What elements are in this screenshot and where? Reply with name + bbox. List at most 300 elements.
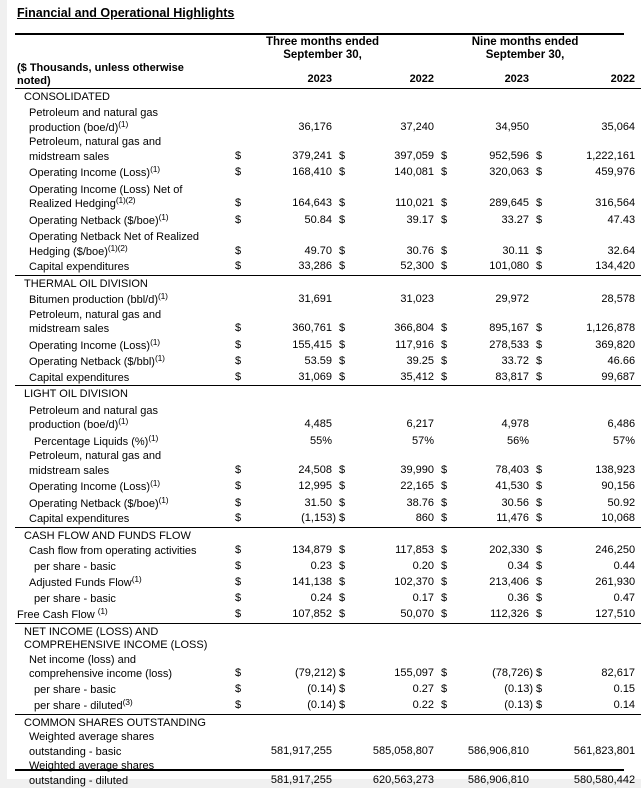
cell-value: 53.59	[304, 355, 332, 368]
table-row	[15, 164, 641, 181]
cell-value: 29,972	[495, 293, 530, 306]
cell-value: (78,726)	[492, 667, 534, 680]
cell-value: 0.17	[412, 591, 435, 604]
cell-value: 581,917,255	[270, 773, 332, 786]
cell-value: 31,023	[400, 293, 435, 306]
cell-value: 316,564	[595, 197, 636, 210]
row-label-line: Cash flow from operating activities	[29, 545, 197, 558]
currency-symbol: $	[235, 512, 242, 525]
section-header	[15, 623, 641, 653]
row-label-line: outstanding - diluted	[29, 774, 129, 787]
unit-note-line: noted)	[17, 74, 51, 87]
cell-value: 33,286	[298, 260, 332, 273]
spacer-cell	[438, 759, 460, 788]
spacer-cell	[533, 433, 555, 450]
spacer-cell	[336, 730, 358, 759]
currency-symbol: $	[536, 576, 543, 589]
row-label-line: Weighted average shares	[29, 760, 155, 773]
currency-symbol: $	[235, 576, 242, 589]
currency-symbol: $	[441, 355, 448, 368]
currency-symbol: $	[235, 213, 242, 226]
table-row	[15, 591, 641, 607]
currency-symbol: $	[536, 591, 543, 604]
spacer-cell	[336, 759, 358, 788]
cell-value: 379,241	[292, 149, 332, 162]
currency-symbol: $	[339, 667, 346, 680]
cell-value: 580,580,442	[573, 773, 636, 786]
table-section	[15, 88, 641, 275]
section-header	[15, 386, 641, 402]
row-label-line: Petroleum, natural gas and	[29, 136, 162, 149]
cell-value: 278,533	[489, 338, 530, 351]
cell-value: 6,217	[406, 418, 435, 431]
currency-symbol: $	[339, 480, 346, 493]
period-header-three-months	[227, 34, 438, 61]
row-label-line: Petroleum and natural gas	[29, 404, 159, 417]
cell-value: 90,156	[601, 480, 636, 493]
row-label	[15, 370, 227, 386]
footnote-superscript: (1)	[158, 291, 168, 302]
currency-symbol: $	[339, 213, 346, 226]
currency-symbol: $	[339, 338, 346, 351]
currency-symbol: $	[339, 197, 346, 210]
row-label	[15, 682, 227, 698]
footnote-superscript: (1)(2)	[115, 195, 136, 206]
spacer-cell	[533, 291, 555, 308]
cell-value: 37,240	[400, 120, 435, 133]
table-row	[15, 653, 641, 682]
footnote-superscript: (1)	[150, 164, 160, 175]
currency-symbol: $	[441, 370, 448, 383]
currency-symbol: $	[339, 322, 346, 335]
section-header-row	[15, 623, 641, 653]
cell-value: 0.15	[613, 682, 636, 695]
row-label	[15, 164, 227, 181]
currency-symbol: $	[441, 166, 448, 179]
currency-symbol: $	[339, 559, 346, 572]
spacer-cell	[336, 402, 358, 433]
cell-value: 860	[415, 512, 435, 525]
period-header-line: September 30,	[283, 48, 362, 61]
currency-symbol: $	[235, 699, 242, 712]
row-label-line: Bitumen production (bbl/d)	[29, 294, 159, 307]
section-header-line: LIGHT OIL DIVISION	[24, 388, 128, 401]
row-label	[15, 337, 227, 354]
spacer-cell	[227, 759, 243, 788]
currency-symbol: $	[536, 338, 543, 351]
cell-value: 117,853	[395, 544, 435, 557]
cell-value: 30.11	[502, 244, 530, 257]
spacer-cell	[533, 104, 555, 135]
row-label	[15, 478, 227, 495]
currency-symbol: $	[339, 544, 346, 557]
year-header-row	[15, 61, 641, 88]
cell-value: 117,916	[395, 338, 435, 351]
table-row	[15, 495, 641, 512]
page-title: Financial and Operational Highlights	[17, 6, 235, 20]
section-header-line: THERMAL OIL DIVISION	[24, 277, 148, 290]
section-header-line: COMMON SHARES OUTSTANDING	[24, 716, 206, 729]
footnote-superscript: (1)	[150, 478, 160, 489]
spacer-cell	[336, 433, 358, 450]
cell-value: 0.27	[412, 682, 435, 695]
cell-value: 39.17	[406, 213, 435, 226]
unit-note-line: ($ Thousands, unless otherwise	[17, 62, 184, 74]
cell-value: 585,058,807	[372, 744, 435, 757]
row-label	[15, 697, 227, 714]
currency-symbol: $	[536, 166, 543, 179]
table-row	[15, 559, 641, 575]
row-label	[15, 653, 227, 682]
table-row	[15, 259, 641, 275]
cell-value: 22,165	[400, 480, 435, 493]
row-label	[15, 291, 227, 308]
spacer-cell	[227, 402, 243, 433]
currency-symbol: $	[235, 260, 242, 273]
currency-symbol: $	[536, 699, 543, 712]
cell-value: 127,510	[595, 608, 636, 621]
currency-symbol: $	[536, 322, 543, 335]
row-label-line: midstream sales	[29, 323, 110, 336]
currency-symbol: $	[441, 480, 448, 493]
cell-value: 10,068	[601, 512, 636, 525]
spacer-cell	[227, 433, 243, 450]
spacer-cell	[533, 759, 555, 788]
spacer-cell	[227, 291, 243, 308]
table-row	[15, 574, 641, 591]
table-row	[15, 337, 641, 354]
section-header-line: CASH FLOW AND FUNDS FLOW	[24, 529, 191, 542]
currency-symbol: $	[441, 496, 448, 509]
row-label	[15, 730, 227, 759]
year-column-header: 2023	[227, 61, 336, 88]
cell-value: 35,412	[400, 370, 435, 383]
cell-value: 1,222,161	[586, 149, 636, 162]
spacer-cell	[227, 104, 243, 135]
year-column-header: 2022	[336, 61, 438, 88]
footnote-superscript: (3)	[122, 697, 133, 708]
currency-symbol: $	[235, 591, 242, 604]
document-area[interactable]	[7, 0, 641, 787]
cell-value: 261,930	[595, 576, 636, 589]
table-row	[15, 682, 641, 698]
table-row	[15, 104, 641, 135]
row-label	[15, 433, 227, 450]
cell-value: 112,326	[490, 608, 530, 621]
year-column-header: 2022	[533, 61, 641, 88]
cell-value: 49.70	[304, 244, 332, 257]
period-header-line: Nine months ended	[471, 36, 579, 48]
cell-value: 134,879	[292, 544, 332, 557]
cell-value: 30.76	[406, 244, 435, 257]
row-label	[15, 181, 227, 212]
cell-value: (1,153)	[301, 512, 336, 525]
row-label-line: Capital expenditures	[29, 371, 130, 384]
cell-value: (0.13)	[504, 699, 534, 712]
cell-value: 39.25	[406, 355, 435, 368]
cell-value: 0.23	[310, 559, 332, 572]
cell-value: 369,820	[595, 338, 636, 351]
cell-value: 581,917,255	[270, 744, 332, 757]
table-row	[15, 543, 641, 559]
table-row	[15, 353, 641, 370]
row-label-line: Capital expenditures	[29, 513, 130, 526]
row-label-line: Adjusted Funds Flow	[29, 577, 132, 590]
row-label	[15, 759, 227, 788]
cell-value: 0.44	[613, 559, 636, 572]
row-label-line: midstream sales	[29, 150, 110, 163]
footnote-superscript: (1)	[97, 606, 108, 617]
currency-symbol: $	[536, 480, 543, 493]
cell-value: 289,645	[489, 197, 530, 210]
cell-value: 56%	[507, 434, 530, 447]
spacer-cell	[336, 291, 358, 308]
cell-value: 4,978	[501, 418, 530, 431]
currency-symbol: $	[339, 355, 346, 368]
currency-symbol: $	[441, 213, 448, 226]
spacer-cell	[15, 34, 227, 61]
row-label	[15, 511, 227, 527]
row-label	[15, 495, 227, 512]
cell-value: 11,476	[496, 512, 530, 525]
row-label-line: per share - basic	[34, 560, 116, 573]
cell-value: 202,330	[489, 544, 530, 557]
section-header-line: CONSOLIDATED	[24, 90, 110, 103]
row-label-line: Realized Hedging	[29, 198, 116, 211]
financial-highlights-table	[15, 34, 641, 788]
period-header-nine-months	[438, 34, 641, 61]
row-label-line: outstanding - basic	[29, 745, 122, 758]
row-label-line: per share - diluted	[34, 700, 123, 713]
currency-symbol: $	[339, 149, 346, 162]
table-row	[15, 181, 641, 212]
cell-value: 1,126,878	[586, 322, 636, 335]
cell-value: 99,687	[601, 370, 636, 383]
row-label-line: Free Cash Flow	[17, 609, 98, 622]
cell-value: 31,069	[298, 370, 332, 383]
currency-symbol: $	[235, 370, 242, 383]
currency-symbol: $	[536, 355, 543, 368]
cell-value: 47.43	[607, 213, 636, 226]
row-label-line: Net income (loss) and	[29, 653, 136, 666]
row-label-line: per share - basic	[34, 683, 116, 696]
row-label	[15, 402, 227, 433]
currency-symbol: $	[441, 667, 448, 680]
cell-value: 0.22	[412, 699, 435, 712]
cell-value: 320,063	[489, 166, 530, 179]
footnote-superscript: (1)	[154, 353, 165, 364]
section-header	[15, 527, 641, 543]
table-row	[15, 697, 641, 714]
period-header-row	[15, 34, 641, 61]
currency-symbol: $	[441, 559, 448, 572]
section-header-line: NET INCOME (LOSS) AND	[24, 625, 159, 638]
section-header	[15, 275, 641, 291]
row-label-line: Capital expenditures	[29, 261, 130, 274]
currency-symbol: $	[339, 699, 346, 712]
cell-value: 4,485	[304, 418, 332, 431]
currency-symbol: $	[339, 370, 346, 383]
cell-value: 82,617	[601, 667, 636, 680]
spacer-cell	[438, 402, 460, 433]
currency-symbol: $	[441, 260, 448, 273]
spacer-cell	[533, 730, 555, 759]
currency-symbol: $	[235, 355, 242, 368]
spacer-cell	[438, 433, 460, 450]
section-header-row	[15, 275, 641, 291]
cell-value: 33.27	[501, 213, 530, 226]
row-label-line: Hedging ($/boe)	[29, 245, 108, 258]
row-label-line: Operating Netback ($/bbl)	[29, 356, 155, 369]
currency-symbol: $	[235, 149, 242, 162]
currency-symbol: $	[235, 463, 242, 476]
currency-symbol: $	[235, 197, 242, 210]
cell-value: 46.66	[607, 355, 636, 368]
cell-value: 0.47	[613, 591, 636, 604]
spacer-cell	[438, 730, 460, 759]
row-label	[15, 308, 227, 337]
row-label-line: Petroleum and natural gas	[29, 107, 159, 120]
cell-value: 586,906,810	[467, 773, 530, 786]
currency-symbol: $	[235, 682, 242, 695]
currency-symbol: $	[536, 149, 543, 162]
cell-value: 360,761	[292, 322, 332, 335]
row-label	[15, 259, 227, 275]
row-label-line: comprehensive income (loss)	[29, 668, 173, 681]
table-header	[15, 34, 641, 88]
cell-value: 164,643	[292, 197, 332, 210]
currency-symbol: $	[235, 480, 242, 493]
currency-symbol: $	[235, 667, 242, 680]
cell-value: 28,578	[601, 293, 636, 306]
cell-value: 52,300	[400, 260, 435, 273]
cell-value: 0.36	[507, 591, 530, 604]
cell-value: 55%	[309, 434, 332, 447]
cell-value: 0.14	[613, 699, 636, 712]
row-label-line: Operating Netback ($/boe)	[29, 214, 159, 227]
row-label-line: Operating Income (Loss)	[29, 481, 151, 494]
cell-value: 155,415	[292, 338, 332, 351]
cell-value: 0.24	[310, 591, 332, 604]
currency-symbol: $	[536, 682, 543, 695]
cell-value: 50.84	[304, 213, 332, 226]
currency-symbol: $	[235, 608, 242, 621]
year-column-header: 2023	[438, 61, 533, 88]
cell-value: 57%	[412, 434, 435, 447]
currency-symbol: $	[441, 322, 448, 335]
section-header	[15, 88, 641, 104]
row-label-line: Weighted average shares	[29, 731, 155, 744]
cell-value: 24,508	[298, 463, 332, 476]
cell-value: (0.14)	[307, 682, 336, 695]
row-label-line: Operating Income (Loss)	[29, 167, 151, 180]
table-row	[15, 228, 641, 259]
currency-symbol: $	[235, 166, 242, 179]
cell-value: 138,923	[595, 463, 636, 476]
currency-symbol: $	[235, 559, 242, 572]
row-label-line: production (boe/d)	[29, 121, 119, 134]
table-section	[15, 527, 641, 623]
currency-symbol: $	[536, 608, 543, 621]
row-label-line: per share - basic	[34, 592, 116, 605]
currency-symbol: $	[536, 244, 543, 257]
cell-value: 110,021	[395, 197, 435, 210]
section-header-row	[15, 714, 641, 730]
currency-symbol: $	[235, 338, 242, 351]
currency-symbol: $	[441, 197, 448, 210]
currency-symbol: $	[235, 244, 242, 257]
table-section	[15, 275, 641, 386]
currency-symbol: $	[441, 544, 448, 557]
cell-value: 246,250	[595, 544, 636, 557]
row-label	[15, 591, 227, 607]
currency-symbol: $	[339, 682, 346, 695]
section-header-row	[15, 88, 641, 104]
table-row	[15, 759, 641, 788]
table-row	[15, 478, 641, 495]
currency-symbol: $	[441, 682, 448, 695]
currency-symbol: $	[339, 463, 346, 476]
cell-value: 155,097	[394, 667, 435, 680]
cell-value: 620,563,273	[372, 773, 435, 786]
period-header-line: September 30,	[485, 48, 565, 61]
footnote-superscript: (1)	[118, 416, 129, 427]
section-header-row	[15, 386, 641, 402]
table-row	[15, 291, 641, 308]
section-header-line: COMPREHENSIVE INCOME (LOSS)	[24, 639, 208, 652]
currency-symbol: $	[536, 370, 543, 383]
currency-symbol: $	[441, 591, 448, 604]
row-label-line: Operating Income (Loss) Net of	[29, 183, 183, 196]
cell-value: 31,691	[298, 293, 332, 306]
cell-value: 102,370	[394, 576, 435, 589]
currency-symbol: $	[339, 166, 346, 179]
currency-symbol: $	[339, 608, 346, 621]
cell-value: 134,420	[595, 260, 636, 273]
footnote-superscript: (1)(2)	[107, 242, 128, 253]
currency-symbol: $	[339, 576, 346, 589]
table-row	[15, 449, 641, 478]
spacer-cell	[227, 730, 243, 759]
table-row	[15, 402, 641, 433]
cell-value: 38.76	[406, 496, 435, 509]
footnote-superscript: (1)	[158, 494, 169, 505]
section-header	[15, 714, 641, 730]
cell-value: 35,064	[601, 120, 636, 133]
row-label-line: Operating Netback Net of Realized	[29, 231, 199, 244]
footnote-superscript: (1)	[148, 432, 159, 443]
spacer-cell	[438, 104, 460, 135]
cell-value: 952,596	[489, 149, 530, 162]
currency-symbol: $	[441, 512, 448, 525]
cell-value: 33.72	[501, 355, 530, 368]
row-label	[15, 574, 227, 591]
cell-value: 34,950	[495, 120, 530, 133]
cell-value: 586,906,810	[467, 744, 530, 757]
cell-value: 39,990	[400, 463, 435, 476]
currency-symbol: $	[235, 544, 242, 557]
cell-value: 459,976	[595, 166, 636, 179]
footnote-superscript: (1)	[131, 574, 142, 585]
footnote-superscript: (1)	[118, 118, 129, 129]
cell-value: 895,167	[489, 322, 530, 335]
row-label	[15, 212, 227, 229]
cell-value: (79,212)	[295, 667, 336, 680]
cell-value: (0.13)	[504, 682, 534, 695]
cell-value: 57%	[613, 434, 636, 447]
footnote-superscript: (1)	[150, 336, 160, 347]
currency-symbol: $	[441, 463, 448, 476]
